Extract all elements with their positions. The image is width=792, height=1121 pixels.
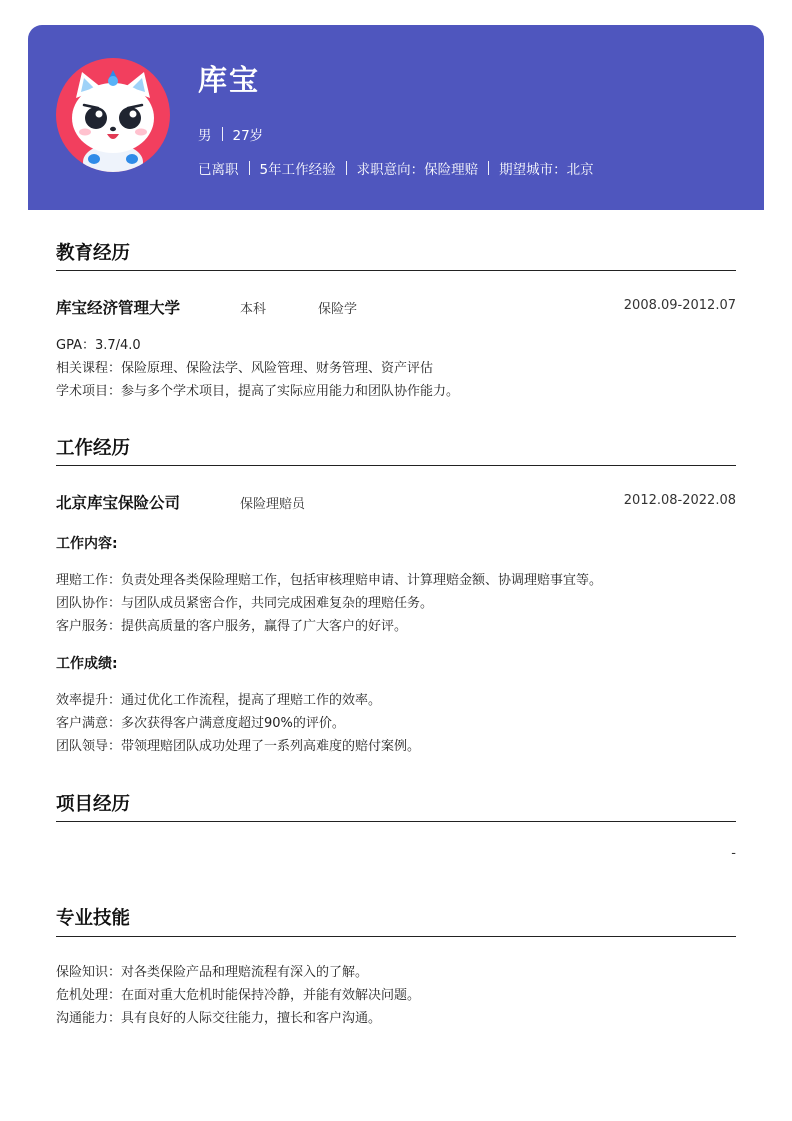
job-position: 保险理赔员: [240, 497, 306, 512]
cat-mascot-icon: [56, 58, 170, 172]
work-achievement-line: 客户满意：多次获得客户满意度超过90%的评价。: [56, 716, 345, 731]
education-entry-header: [56, 296, 736, 318]
education-dates: 2008.09-2012.07: [623, 298, 736, 313]
job-intent: 求职意向：保险理赔: [356, 162, 479, 178]
work-section-title: 工作经历: [56, 438, 131, 459]
section-divider: [56, 465, 736, 466]
school-name: 库宝经济管理大学: [56, 299, 181, 317]
work-content-line: 团队协作：与团队成员紧密合作，共同完成困难复杂的理赔任务。: [56, 596, 434, 611]
employment-status: 已离职: [198, 162, 239, 178]
candidate-name: 库宝: [198, 63, 261, 97]
major: 保险学: [318, 302, 358, 317]
skills-section-title: 专业技能: [56, 908, 131, 929]
projects-empty-placeholder: -: [731, 846, 736, 861]
divider: [488, 161, 489, 175]
basic-info-row: [198, 124, 263, 144]
education-line: 学术项目：参与多个学术项目，提高了实际应用能力和团队协作能力。: [56, 384, 460, 399]
section-divider: [56, 936, 736, 937]
divider: [222, 127, 223, 141]
work-achievement-line: 效率提升：通过优化工作流程，提高了理赔工作的效率。: [56, 693, 382, 708]
education-line: 相关课程：保险原理、保险法学、风险管理、财务管理、资产评估: [56, 361, 434, 376]
projects-section-title: 项目经历: [56, 794, 131, 815]
work-dates: 2012.08-2022.08: [623, 493, 736, 508]
work-content-line: 理赔工作：负责处理各类保险理赔工作，包括审核理赔申请、计算理赔金额、协调理赔事宜等。: [56, 573, 603, 588]
skill-line: 危机处理：在面对重大危机时能保持冷静，并能有效解决问题。: [56, 988, 421, 1003]
job-info-row: [198, 158, 594, 178]
skill-line: 沟通能力：具有良好的人际交往能力，擅长和客户沟通。: [56, 1011, 382, 1026]
education-section-title: 教育经历: [56, 243, 131, 264]
work-achievement-line: 团队领导：带领理赔团队成功处理了一系列高难度的赔付案例。: [56, 739, 421, 754]
expected-city: 期望城市：北京: [499, 162, 594, 178]
divider: [346, 161, 347, 175]
work-content-heading: 工作内容:: [56, 536, 118, 552]
section-divider: [56, 270, 736, 271]
work-entry-header: [56, 491, 736, 513]
section-divider: [56, 821, 736, 822]
work-achievements-heading: 工作成绩:: [56, 656, 118, 672]
education-line: GPA：3.7/4.0: [56, 338, 141, 353]
company-name: 北京库宝保险公司: [56, 494, 181, 512]
avatar: [56, 58, 170, 172]
work-experience: 5年工作经验: [259, 162, 336, 178]
degree: 本科: [240, 302, 267, 317]
work-content-line: 客户服务：提供高质量的客户服务，赢得了广大客户的好评。: [56, 619, 408, 634]
age: 27岁: [232, 128, 264, 144]
skill-line: 保险知识：对各类保险产品和理赔流程有深入的了解。: [56, 965, 369, 980]
gender: 男: [198, 128, 212, 144]
divider: [249, 161, 250, 175]
profile-header: [28, 25, 764, 210]
